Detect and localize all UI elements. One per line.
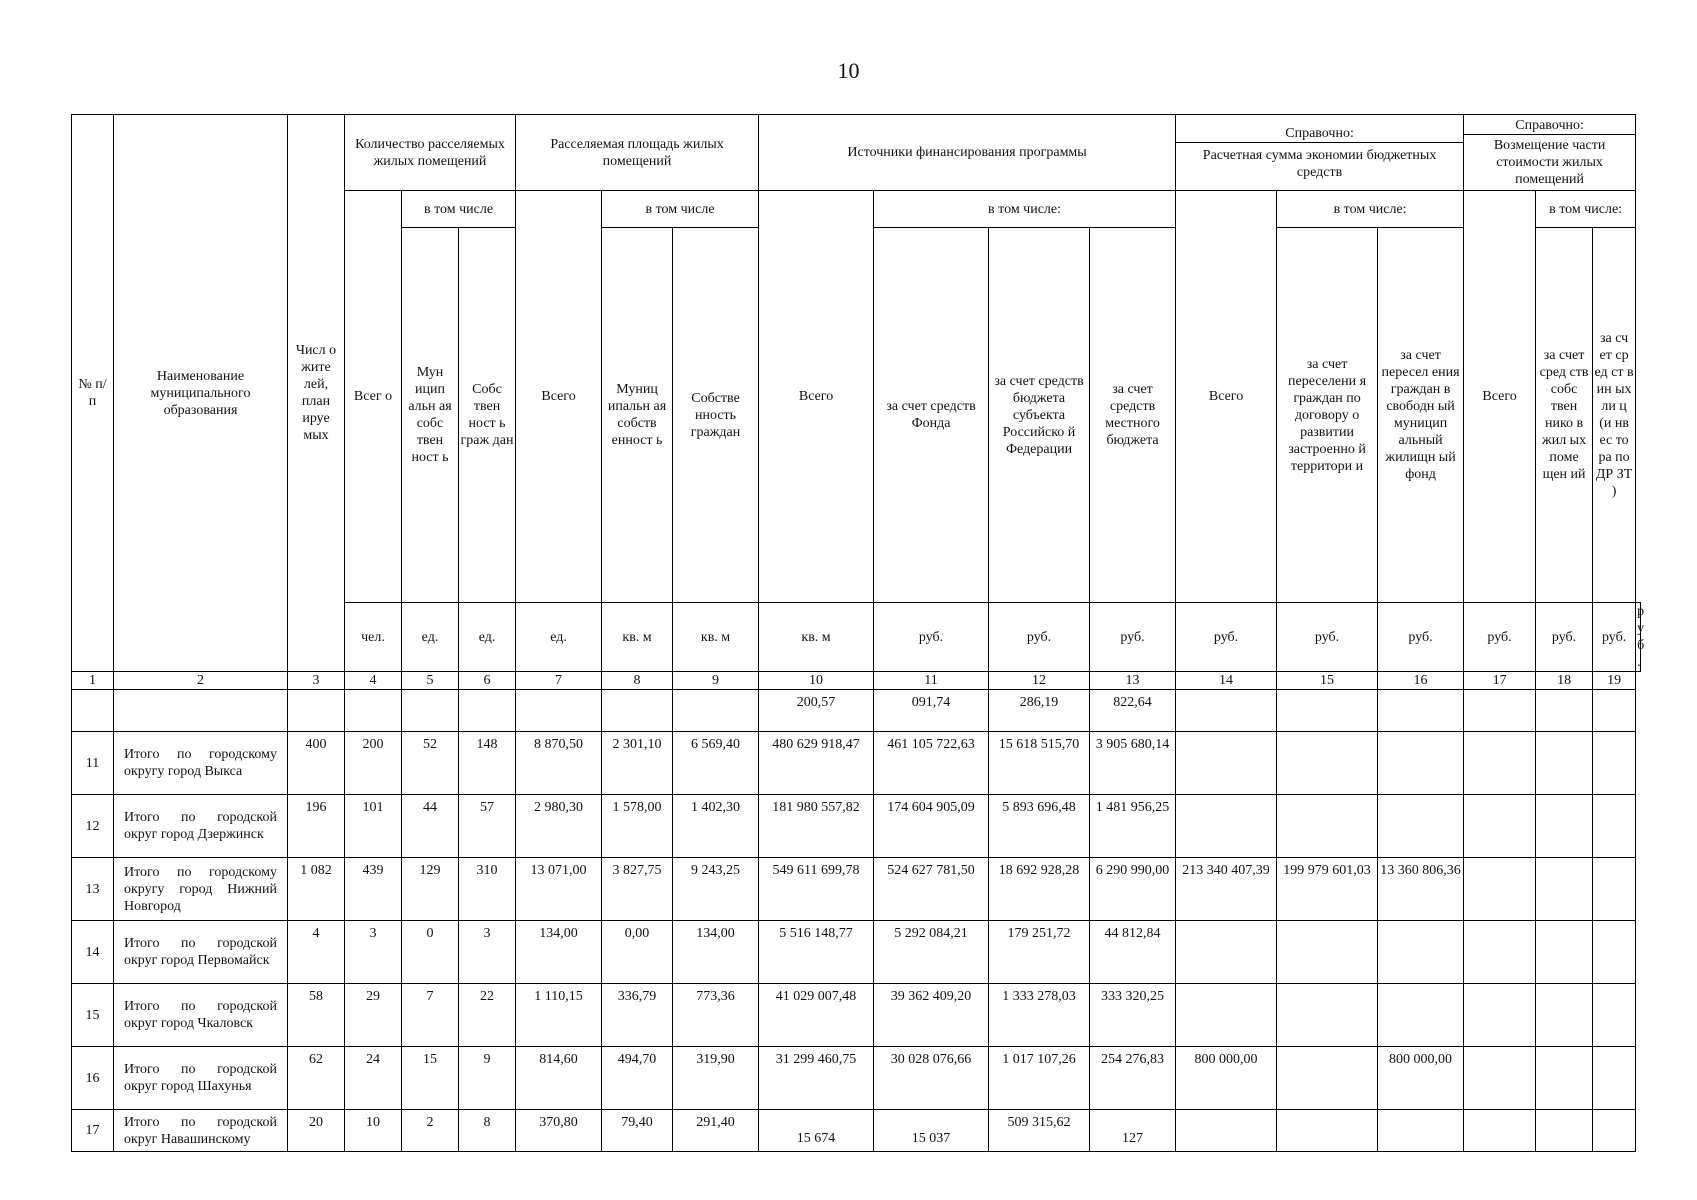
econ-free-fund-header: за счет пересел ения граждан в свободн ый муницип альный жилищн ый фонд: [1378, 228, 1464, 603]
col-num-17: 17: [1464, 672, 1536, 690]
col-num-3: 3: [288, 672, 345, 690]
cell-c5: 44: [402, 795, 459, 858]
cell-c12: 179 251,72: [989, 921, 1090, 984]
cell-c17: [1464, 732, 1536, 795]
cell-c17: [1464, 984, 1536, 1047]
col-num-16: 16: [1378, 672, 1464, 690]
cell-c18: [1536, 732, 1593, 795]
cell-c3: 196: [288, 795, 345, 858]
col-num-12: 12: [989, 672, 1090, 690]
area-including-header: в том числе: [602, 191, 759, 228]
group-economy-header: [1176, 115, 1464, 191]
cell-c12: 15 618 515,70: [989, 732, 1090, 795]
fin-including-header: в том числе:: [874, 191, 1176, 228]
cell-c4: 101: [345, 795, 402, 858]
area-total-header: Всего: [516, 191, 602, 603]
cont-c12: 286,19: [989, 690, 1090, 732]
cell-c12: 1 017 107,26: [989, 1047, 1090, 1110]
cell-c6: 8: [459, 1110, 516, 1152]
unit-c9: кв. м: [759, 603, 874, 672]
unit-c6: ед.: [516, 603, 602, 672]
comp-investors-header: за сч ет ср ед ст в ин ых ли ц (и нв ес то ра по ДР ЗТ ): [1593, 228, 1636, 603]
col-num-18: 18: [1536, 672, 1593, 690]
cell-c5: 7: [402, 984, 459, 1047]
table-row: [72, 1110, 1641, 1152]
count-municipal-header: Мун ицип альн ая собс твен ност ь: [402, 228, 459, 603]
cell-c6: 57: [459, 795, 516, 858]
cell-c18: [1536, 921, 1593, 984]
cell-c10: 480 629 918,47: [759, 732, 874, 795]
col-num-7: 7: [516, 672, 602, 690]
group-count-header: Количество расселяемых жилых помещений: [345, 115, 516, 191]
col-num-15: 15: [1277, 672, 1378, 690]
cell-c10: 181 980 557,82: [759, 795, 874, 858]
cell-c16: 800 000,00: [1378, 1047, 1464, 1110]
cell-c3: 400: [288, 732, 345, 795]
cell-c15: [1277, 984, 1378, 1047]
cell-c4: 3: [345, 921, 402, 984]
cell-c7: 814,60: [516, 1047, 602, 1110]
cell-c16: [1378, 921, 1464, 984]
cell-c9: 9 243,25: [673, 858, 759, 921]
cell-c12: 18 692 928,28: [989, 858, 1090, 921]
table-row: [72, 732, 1641, 795]
unit-c8: кв. м: [673, 603, 759, 672]
cell-c11: 39 362 409,20: [874, 984, 989, 1047]
cell-c4: 29: [345, 984, 402, 1047]
compensation-title: Возмещение части стоимости жилых помещений: [1493, 138, 1606, 187]
cell-c17: [1464, 921, 1536, 984]
cell-c19: [1593, 921, 1636, 984]
row-number: 11: [72, 732, 114, 795]
cell-c5: 2: [402, 1110, 459, 1152]
cell-c13: 6 290 990,00: [1090, 858, 1176, 921]
cell-c16: 13 360 806,36: [1378, 858, 1464, 921]
cell-c6: 22: [459, 984, 516, 1047]
unit-c16: руб.: [1464, 603, 1536, 672]
cell-c11: 524 627 781,50: [874, 858, 989, 921]
economy-title: Расчетная сумма экономии бюджетных средств: [1202, 147, 1437, 180]
comp-including-header: в том числе:: [1536, 191, 1636, 228]
table-row: [72, 984, 1641, 1047]
cell-c14: [1176, 984, 1277, 1047]
reference-label-1: Справочно:: [1176, 125, 1463, 143]
cell-c4: 24: [345, 1047, 402, 1110]
cell-c4: 439: [345, 858, 402, 921]
reference-label-2: Справочно:: [1464, 117, 1635, 135]
cell-c14: [1176, 921, 1277, 984]
comp-total-header: Всего: [1464, 191, 1536, 603]
cell-c5: 52: [402, 732, 459, 795]
cell-c9: 319,90: [673, 1047, 759, 1110]
cell-c9: 291,40: [673, 1110, 759, 1152]
col-num-6: 6: [459, 672, 516, 690]
municipality-name: Итого по городской округ Навашинскому: [114, 1110, 288, 1152]
econ-total-header: Всего: [1176, 191, 1277, 603]
unit-c12: руб.: [1090, 603, 1176, 672]
cell-c16: [1378, 732, 1464, 795]
col-num-14: 14: [1176, 672, 1277, 690]
cell-c10: 549 611 699,78: [759, 858, 874, 921]
col-number-header: № п/ п: [72, 115, 114, 672]
cell-c7: 1 110,15: [516, 984, 602, 1047]
unit-c13: руб.: [1176, 603, 1277, 672]
row-number: 12: [72, 795, 114, 858]
cell-c16: [1378, 984, 1464, 1047]
cell-c3: 58: [288, 984, 345, 1047]
col-num-11: 11: [874, 672, 989, 690]
unit-c4: ед.: [402, 603, 459, 672]
cell-c15: [1277, 1047, 1378, 1110]
count-total-header: Всег о: [345, 191, 402, 603]
unit-c18: руб.: [1593, 603, 1636, 672]
cell-c3: 1 082: [288, 858, 345, 921]
cell-c14: [1176, 732, 1277, 795]
unit-c10: руб.: [874, 603, 989, 672]
cell-c5: 15: [402, 1047, 459, 1110]
col-num-2: 2: [114, 672, 288, 690]
unit-c19: руб.: [1637, 604, 1645, 670]
econ-territory-header: за счет переселени я граждан по договору о развитии застроенно й территори и: [1277, 228, 1378, 603]
cell-c18: [1536, 858, 1593, 921]
unit-c14: руб.: [1277, 603, 1378, 672]
cell-c9: 134,00: [673, 921, 759, 984]
municipality-name: Итого по городскому округу город Нижний Новгород: [114, 858, 288, 921]
cell-c13: 254 276,83: [1090, 1047, 1176, 1110]
col-num-19: 19: [1593, 672, 1636, 690]
col-num-9: 9: [673, 672, 759, 690]
municipality-name: Итого по городской округ город Шахунья: [114, 1047, 288, 1110]
count-including-header: в том числе: [402, 191, 516, 228]
count-citizens-header: Собс твен ност ь граж дан: [459, 228, 516, 603]
cell-c10: 5 516 148,77: [759, 921, 874, 984]
cell-c15: [1277, 732, 1378, 795]
cell-c12: 5 893 696,48: [989, 795, 1090, 858]
cell-c9: 6 569,40: [673, 732, 759, 795]
cell-c17: [1464, 858, 1536, 921]
financing-table: [71, 114, 1645, 1152]
cell-c19: [1593, 795, 1636, 858]
cell-c19: [1593, 1047, 1636, 1110]
cell-c13: 333 320,25: [1090, 984, 1176, 1047]
cell-c7: 370,80: [516, 1110, 602, 1152]
cell-c6: 148: [459, 732, 516, 795]
fin-total-header: Всего: [759, 191, 874, 603]
data-rows: [72, 732, 1641, 1110]
cell-c13: 44 812,84: [1090, 921, 1176, 984]
cell-c9: 1 402,30: [673, 795, 759, 858]
cell-c4: 10: [345, 1110, 402, 1152]
cell-c18: [1536, 1047, 1593, 1110]
cell-c11: 30 028 076,66: [874, 1047, 989, 1110]
unit-c3: чел.: [345, 603, 402, 672]
row-number: 13: [72, 858, 114, 921]
row-number: 16: [72, 1047, 114, 1110]
cell-c11: 5 292 084,21: [874, 921, 989, 984]
cell-c8: 3 827,75: [602, 858, 673, 921]
cell-c17: [1464, 795, 1536, 858]
table-row: [72, 795, 1641, 858]
cell-c6: 3: [459, 921, 516, 984]
municipality-name: Итого по городской округ город Чкаловск: [114, 984, 288, 1047]
cell-c8: 1 578,00: [602, 795, 673, 858]
cell-c14: 213 340 407,39: [1176, 858, 1277, 921]
col-residents-header: Числ о жите лей, план ируе мых: [288, 115, 345, 672]
col-num-4: 4: [345, 672, 402, 690]
cell-c6: 310: [459, 858, 516, 921]
continuation-row: [72, 690, 1641, 732]
cell-c8: 0,00: [602, 921, 673, 984]
table-row: [72, 858, 1641, 921]
cont-c10: 200,57: [759, 690, 874, 732]
cell-c18: [1536, 984, 1593, 1047]
cell-c10: 31 299 460,75: [759, 1047, 874, 1110]
cell-c14: [1176, 795, 1277, 858]
col-num-1: 1: [72, 672, 114, 690]
group-area-header: Расселяемая площадь жилых помещений: [516, 115, 759, 191]
col-num-5: 5: [402, 672, 459, 690]
cell-c19: [1593, 858, 1636, 921]
cell-c8: 2 301,10: [602, 732, 673, 795]
cell-c12: 1 333 278,03: [989, 984, 1090, 1047]
cell-c13: 3 905 680,14: [1090, 732, 1176, 795]
cell-c5: 129: [402, 858, 459, 921]
cell-c13: 127: [1090, 1110, 1176, 1152]
group-compensation-header: [1464, 115, 1636, 191]
cell-c7: 13 071,00: [516, 858, 602, 921]
col-name-header: Наименование муниципального образования: [114, 115, 288, 672]
cell-c15: 199 979 601,03: [1277, 858, 1378, 921]
cell-c8: 336,79: [602, 984, 673, 1047]
unit-c7: кв. м: [602, 603, 673, 672]
cell-c18: [1536, 795, 1593, 858]
comp-owners-header: за счет сред ств собс твен нико в жил ых поме щен ий: [1536, 228, 1593, 603]
fin-subject-budget-header: за счет средств бюджета субъекта Российско й Федерации: [989, 228, 1090, 603]
cell-c3: 20: [288, 1110, 345, 1152]
area-citizens-header: Собстве нность граждан: [673, 228, 759, 603]
cell-c15: [1277, 921, 1378, 984]
cell-c4: 200: [345, 732, 402, 795]
unit-c11: руб.: [989, 603, 1090, 672]
cell-c19: [1593, 984, 1636, 1047]
cell-c7: 8 870,50: [516, 732, 602, 795]
row-number: 17: [72, 1110, 114, 1152]
cell-c11: 461 105 722,63: [874, 732, 989, 795]
cell-c11: 15 037: [874, 1110, 989, 1152]
cell-c15: [1277, 795, 1378, 858]
cell-c11: 174 604 905,09: [874, 795, 989, 858]
group-financing-header: Источники финансирования программы: [759, 115, 1176, 191]
page-number: 10: [837, 58, 860, 83]
municipality-name: Итого по городской округ город Дзержинск: [114, 795, 288, 858]
cell-c3: 4: [288, 921, 345, 984]
row-number: 14: [72, 921, 114, 984]
cell-c13: 1 481 956,25: [1090, 795, 1176, 858]
econ-including-header: в том числе:: [1277, 191, 1464, 228]
cont-c13: 822,64: [1090, 690, 1176, 732]
cont-c11: 091,74: [874, 690, 989, 732]
unit-c17: руб.: [1536, 603, 1593, 672]
cell-c10: 15 674: [759, 1110, 874, 1152]
cell-c10: 41 029 007,48: [759, 984, 874, 1047]
col-num-13: 13: [1090, 672, 1176, 690]
fin-fund-header: за счет средств Фонда: [874, 228, 989, 603]
cell-c14: 800 000,00: [1176, 1047, 1277, 1110]
cell-c3: 62: [288, 1047, 345, 1110]
table-row: [72, 921, 1641, 984]
cell-c5: 0: [402, 921, 459, 984]
cell-c8: 494,70: [602, 1047, 673, 1110]
municipality-name: Итого по городскому округу город Выкса: [114, 732, 288, 795]
cell-c6: 9: [459, 1047, 516, 1110]
fin-local-budget-header: за счет средств местного бюджета: [1090, 228, 1176, 603]
area-municipal-header: Муниц ипальн ая собств енност ь: [602, 228, 673, 603]
unit-c5: ед.: [459, 603, 516, 672]
row-number: 15: [72, 984, 114, 1047]
cell-c9: 773,36: [673, 984, 759, 1047]
col-num-10: 10: [759, 672, 874, 690]
cell-c12: 509 315,62: [989, 1110, 1090, 1152]
cell-c19: [1593, 732, 1636, 795]
table-row: [72, 1047, 1641, 1110]
unit-c15: руб.: [1378, 603, 1464, 672]
cell-c16: [1378, 795, 1464, 858]
cell-c8: 79,40: [602, 1110, 673, 1152]
col-num-8: 8: [602, 672, 673, 690]
municipality-name: Итого по городской округ город Первомайск: [114, 921, 288, 984]
cell-c17: [1464, 1047, 1536, 1110]
cell-c7: 2 980,30: [516, 795, 602, 858]
cell-c7: 134,00: [516, 921, 602, 984]
